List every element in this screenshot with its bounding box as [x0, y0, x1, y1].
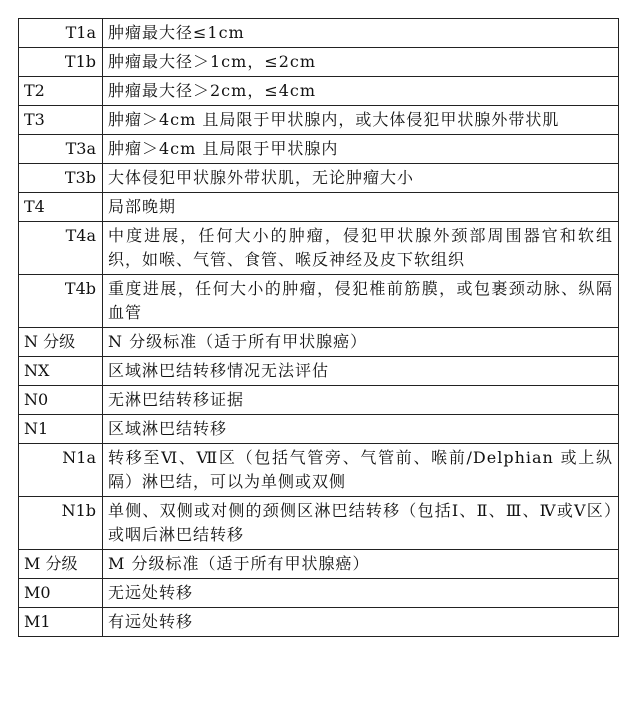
table-row — [19, 222, 619, 275]
stage-description: 有远处转移 — [103, 608, 619, 637]
stage-code: N 分级 — [19, 328, 103, 357]
stage-description: 单侧、双侧或对侧的颈侧区淋巴结转移（包括Ⅰ、Ⅱ、Ⅲ、Ⅳ或Ⅴ区）或咽后淋巴结转移 — [103, 497, 619, 550]
stage-code: M1 — [19, 608, 103, 637]
stage-description: M 分级标准（适于所有甲状腺癌） — [103, 550, 619, 579]
table-row — [19, 275, 619, 328]
table-row — [19, 193, 619, 222]
table-row — [19, 106, 619, 135]
stage-description: 重度进展，任何大小的肿瘤，侵犯椎前筋膜，或包裹颈动脉、纵隔血管 — [103, 275, 619, 328]
stage-code: T3b — [19, 164, 103, 193]
stage-description: 中度进展，任何大小的肿瘤，侵犯甲状腺外颈部周围器官和软组织，如喉、气管、食管、喉反神经及皮下软组织 — [103, 222, 619, 275]
table-row — [19, 164, 619, 193]
table-row — [19, 48, 619, 77]
stage-description: 区域淋巴结转移 — [103, 415, 619, 444]
stage-code: T3 — [19, 106, 103, 135]
table-row — [19, 328, 619, 357]
table-row — [19, 608, 619, 637]
stage-code: T1a — [19, 19, 103, 48]
table-row — [19, 357, 619, 386]
stage-description: 肿瘤＞4cm 且局限于甲状腺内，或大体侵犯甲状腺外带状肌 — [103, 106, 619, 135]
stage-description: 肿瘤最大径＞2cm，≤4cm — [103, 77, 619, 106]
stage-code: M0 — [19, 579, 103, 608]
stage-description: 肿瘤最大径＞1cm，≤2cm — [103, 48, 619, 77]
stage-code: NX — [19, 357, 103, 386]
stage-code: M 分级 — [19, 550, 103, 579]
stage-code: N1 — [19, 415, 103, 444]
stage-description: 局部晚期 — [103, 193, 619, 222]
stage-description: 区域淋巴结转移情况无法评估 — [103, 357, 619, 386]
stage-description: 肿瘤＞4cm 且局限于甲状腺内 — [103, 135, 619, 164]
table-row — [19, 415, 619, 444]
stage-code: N1a — [19, 444, 103, 497]
stage-code: T2 — [19, 77, 103, 106]
table-row — [19, 135, 619, 164]
staging-table — [18, 18, 619, 637]
table-row — [19, 386, 619, 415]
stage-code: N0 — [19, 386, 103, 415]
table-row — [19, 444, 619, 497]
stage-code: T4 — [19, 193, 103, 222]
stage-description: N 分级标准（适于所有甲状腺癌） — [103, 328, 619, 357]
stage-code: T3a — [19, 135, 103, 164]
table-row — [19, 579, 619, 608]
table-row — [19, 19, 619, 48]
stage-description: 转移至Ⅵ、Ⅶ区（包括气管旁、气管前、喉前/Delphian 或上纵隔）淋巴结，可以为单侧或双侧 — [103, 444, 619, 497]
table-row — [19, 550, 619, 579]
stage-code: T4b — [19, 275, 103, 328]
stage-code: N1b — [19, 497, 103, 550]
stage-description: 无远处转移 — [103, 579, 619, 608]
stage-description: 无淋巴结转移证据 — [103, 386, 619, 415]
table-row — [19, 497, 619, 550]
stage-description: 大体侵犯甲状腺外带状肌，无论肿瘤大小 — [103, 164, 619, 193]
table-row — [19, 77, 619, 106]
stage-code: T1b — [19, 48, 103, 77]
stage-code: T4a — [19, 222, 103, 275]
stage-description: 肿瘤最大径≤1cm — [103, 19, 619, 48]
